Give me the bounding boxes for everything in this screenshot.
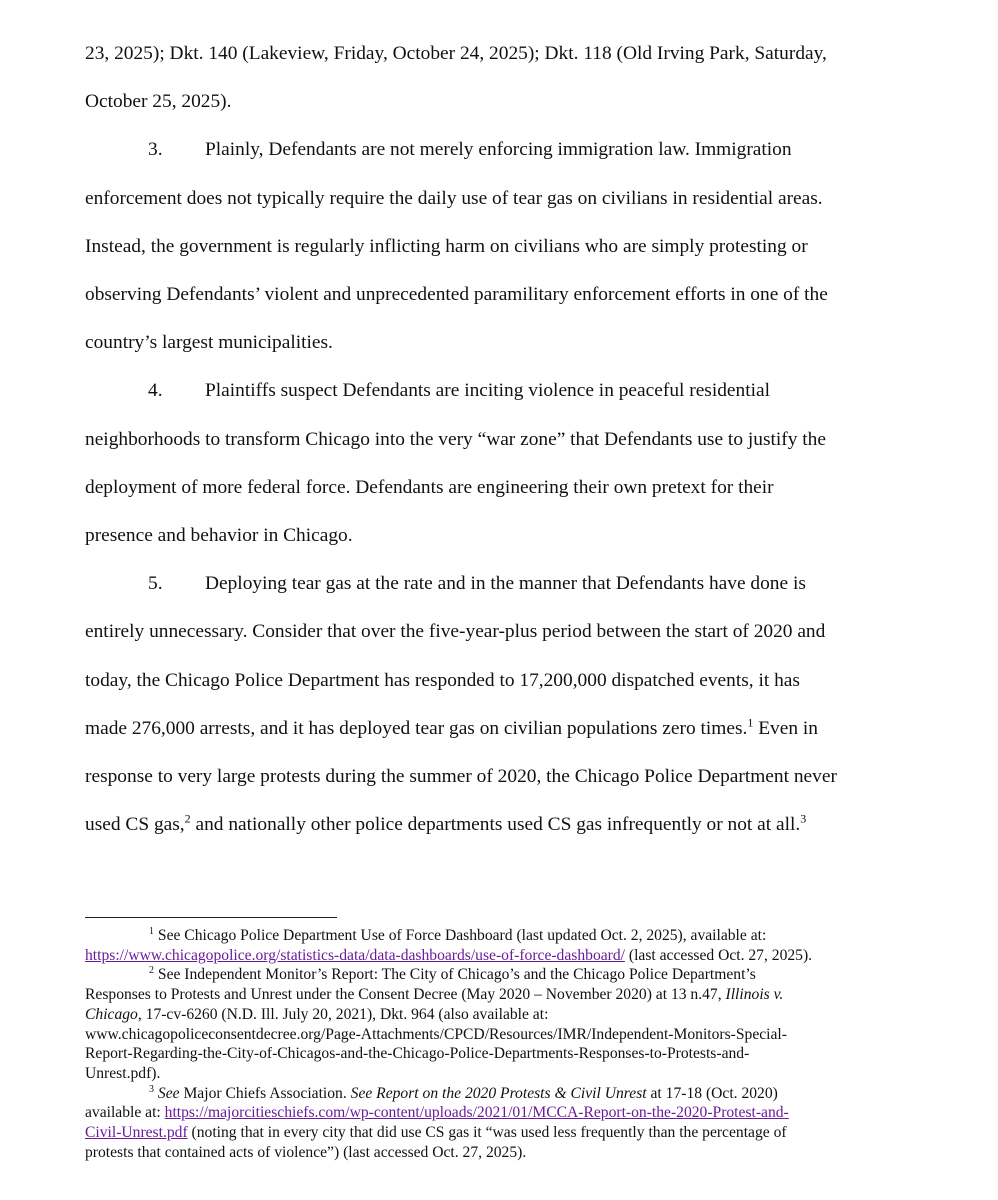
text-segment: Major Chiefs Association.: [179, 1084, 351, 1102]
footnote-line: [85, 965, 915, 985]
text-segment: Plaintiffs suspect Defendants are inciting violence in peaceful residential: [205, 380, 771, 402]
text-line: response to very large protests during the summer of 2020, the Chicago Police Department never: [85, 766, 837, 788]
text-line: entirely unnecessary. Consider that over the five-year-plus period between the start of 2020 and: [85, 621, 826, 643]
footnote-line: [85, 1005, 915, 1025]
footnote-3: [85, 1084, 915, 1163]
text-line: [85, 126, 915, 174]
text-segment: (noting that in every city that did use CS gas it “was used less frequently than the percentage of: [187, 1124, 787, 1142]
text-segment: and nationally other police departments used CS gas infrequently or not at all.: [190, 814, 801, 836]
text-segment: used CS gas,: [85, 814, 185, 836]
paragraph-continuation: [85, 30, 915, 126]
case-name: Chicago: [85, 1005, 138, 1023]
body-text: [85, 30, 915, 849]
paragraph-4: [85, 367, 915, 560]
footnote-line: [85, 1123, 915, 1143]
footnote-line: protests that contained acts of violence”) (last accessed Oct. 27, 2025).: [85, 1143, 527, 1161]
footnote-reference-2[interactable]: 2: [184, 811, 191, 826]
text-line: [85, 367, 915, 415]
paragraph-5: [85, 560, 915, 849]
text-line: [85, 560, 915, 608]
footnote-line: [85, 1084, 915, 1104]
text-line: October 25, 2025).: [85, 91, 232, 113]
text-line: [85, 801, 915, 849]
text-line: country’s largest municipalities.: [85, 332, 333, 354]
footnote-line: [85, 946, 915, 966]
footnote-line: [85, 1103, 915, 1123]
footnote-1: [85, 926, 915, 965]
text-line: presence and behavior in Chicago.: [85, 525, 353, 547]
text-segment: , 17-cv-6260 (N.D. Ill. July 20, 2021), Dkt. 964 (also available at:: [137, 1005, 549, 1023]
text-line: observing Defendants’ violent and unprecedented paramilitary enforcement efforts in one of the: [85, 284, 828, 306]
text-line: [85, 705, 915, 753]
report-title: See Report on the 2020 Protests & Civil Unrest: [350, 1084, 647, 1102]
paragraph-3: [85, 126, 915, 367]
footnote-3-link-continued[interactable]: Civil-Unrest.pdf: [85, 1124, 188, 1142]
paragraph-number: 3.: [148, 139, 163, 161]
text-line: 23, 2025); Dkt. 140 (Lakeview, Friday, October 24, 2025); Dkt. 118 (Old Irving Park, Saturday,: [85, 43, 827, 64]
text-line: deployment of more federal force. Defendants are engineering their own pretext for their: [85, 476, 774, 498]
text-segment: Plainly, Defendants are not merely enforcing immigration law. Immigration: [205, 139, 792, 161]
text-segment: at 17-18 (Oct. 2020): [646, 1084, 778, 1102]
text-segment: Responses to Protests and Unrest under the Consent Decree (May 2020 – November 2020) at 13 n.47,: [85, 986, 726, 1004]
footnote-marker: 1: [149, 925, 154, 937]
case-name: Illinois v.: [725, 986, 784, 1004]
text-segment: See Independent Monitor’s Report: The City of Chicago’s and the Chicago Police Department’s: [154, 966, 756, 984]
text-line: today, the Chicago Police Department has responded to 17,200,000 dispatched events, it has: [85, 669, 800, 691]
footnote-1-link[interactable]: https://www.chicagopolice.org/statistics-data/data-dashboards/use-of-force-dashboard/: [85, 946, 625, 964]
text-line: enforcement does not typically require the daily use of tear gas on civilians in residential areas.: [85, 187, 823, 209]
footnote-marker: 3: [149, 1083, 154, 1095]
paragraph-number: 5.: [148, 573, 163, 595]
footnotes: [85, 926, 915, 1162]
text-segment: Deploying tear gas at the rate and in the manner that Defendants have done is: [205, 573, 806, 595]
text-line: Instead, the government is regularly inflicting harm on civilians who are simply protesting or: [85, 235, 808, 257]
text-segment: See Chicago Police Department Use of Force Dashboard (last updated Oct. 2, 2025), available at:: [154, 927, 767, 944]
text-segment: Even in: [753, 717, 818, 739]
footnote-marker: 2: [149, 965, 154, 977]
text-segment: made 276,000 arrests, and it has deployed tear gas on civilian populations zero times.: [85, 717, 748, 739]
footnote-reference-1[interactable]: 1: [747, 715, 754, 730]
footnote-separator: [85, 917, 337, 918]
footnote-line: [85, 985, 915, 1005]
text-line: neighborhoods to transform Chicago into the very “war zone” that Defendants use to justify the: [85, 428, 826, 450]
paragraph-number: 4.: [148, 380, 163, 402]
text-segment: available at:: [85, 1104, 165, 1122]
footnote-line: www.chicagopoliceconsentdecree.org/Page-Attachments/CPCD/Resources/IMR/Independent-Monitors-Special-: [85, 1025, 787, 1043]
footnote-2: [85, 965, 915, 1083]
footnote-reference-3[interactable]: 3: [800, 811, 807, 826]
signal-see: See: [157, 1084, 180, 1102]
text-segment: (last accessed Oct. 27, 2025).: [624, 946, 813, 964]
footnote-line: [85, 926, 915, 946]
footnote-3-link[interactable]: https://majorcitieschiefs.com/wp-content/uploads/2021/01/MCCA-Report-on-the-2020-Protest-and-: [164, 1104, 789, 1122]
footnote-line: Report-Regarding-the-City-of-Chicagos-and-the-Chicago-Police-Departments-Responses-to-Protests-and-: [85, 1045, 750, 1063]
footnote-line: Unrest.pdf).: [85, 1064, 161, 1082]
